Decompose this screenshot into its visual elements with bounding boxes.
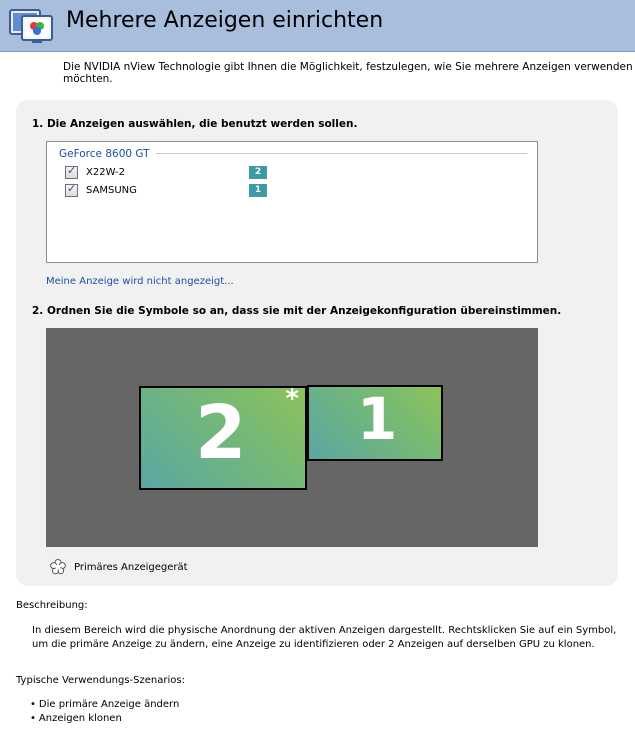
primary-marker: * xyxy=(285,384,299,414)
gpu-group-label: GeForce 8600 GT xyxy=(59,148,156,160)
primary-star-icon xyxy=(50,559,66,575)
display-arrangement-canvas[interactable] xyxy=(46,328,538,547)
primary-legend xyxy=(50,559,188,575)
description-title: Beschreibung: xyxy=(16,600,88,611)
display-checkbox-x22w[interactable] xyxy=(65,163,78,179)
display-checkbox-samsung[interactable] xyxy=(65,181,78,197)
usage-title: Typische Verwendungs-Szenarios: xyxy=(16,675,185,686)
description-text: In diesem Bereich wird die physische Anordnung der aktiven Anzeigen dargestellt. Rechtsklicken Sie auf ein Symbol, um die primäre Anzeige zu ändern, eine Anzeige zu identifizieren oder 2 Anzeigen auf derselben GPU zu klonen. xyxy=(32,625,617,650)
checkmark-icon: ✓ xyxy=(67,163,77,177)
display-number-badge: 1 xyxy=(249,184,267,197)
monitor-icon-2[interactable] xyxy=(139,386,307,490)
usage-list xyxy=(30,698,179,726)
group-divider xyxy=(147,153,527,154)
header-banner xyxy=(0,0,635,52)
display-number-badge: 2 xyxy=(249,166,267,179)
section2-title: 2. Ordnen Sie die Symbole so an, dass sie mit der Anzeigekonfiguration übereinstimmen. xyxy=(32,305,562,317)
display-not-shown-link[interactable]: Meine Anzeige wird nicht angezeigt... xyxy=(46,276,234,287)
monitor-icon-1[interactable] xyxy=(307,385,443,461)
multi-display-icon xyxy=(8,6,56,46)
display-row-samsung[interactable] xyxy=(65,182,137,198)
page-title: Mehrere Anzeigen einrichten xyxy=(66,8,384,33)
monitor-number: 2 xyxy=(195,390,247,476)
display-row-x22w[interactable] xyxy=(65,164,125,180)
primary-legend-label: Primäres Anzeigegerät xyxy=(74,561,188,573)
monitor-number: 1 xyxy=(357,385,398,453)
display-name: X22W-2 xyxy=(86,166,126,178)
checkmark-icon: ✓ xyxy=(67,181,77,195)
usage-item: • Anzeigen klonen xyxy=(30,712,179,726)
section1-title: 1. Die Anzeigen auswählen, die benutzt werden sollen. xyxy=(32,118,358,130)
usage-item: • Die primäre Anzeige ändern xyxy=(30,698,179,712)
intro-text: Die NVIDIA nView Technologie gibt Ihnen die Möglichkeit, festzulegen, wie Sie mehrere Anzeigen verwenden möchten. xyxy=(63,61,633,85)
display-name: SAMSUNG xyxy=(86,184,137,196)
display-listbox[interactable] xyxy=(46,141,538,263)
